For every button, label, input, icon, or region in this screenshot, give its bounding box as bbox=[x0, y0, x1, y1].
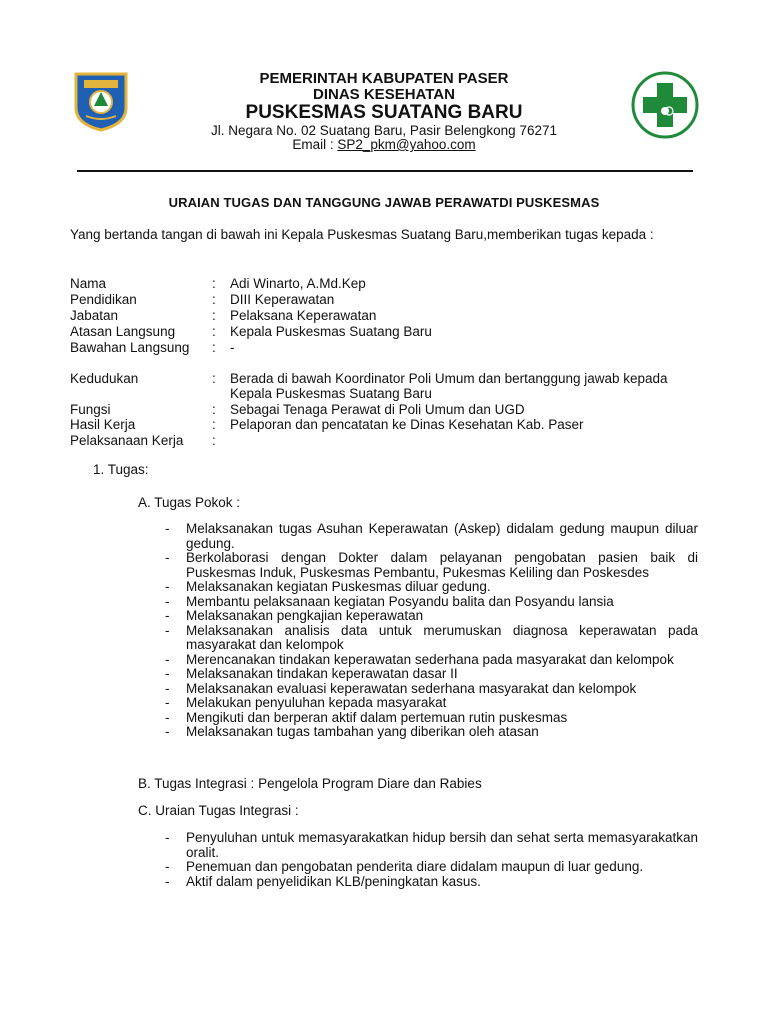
field-colon: : bbox=[212, 371, 216, 386]
bullet-dash: - bbox=[165, 680, 170, 696]
bullet-dash: - bbox=[165, 521, 170, 536]
letterhead-address: Jl. Negara No. 02 Suatang Baru, Pasir Belengkong 76271 bbox=[211, 123, 557, 138]
list-item bbox=[165, 682, 698, 697]
field-colon: : bbox=[212, 340, 216, 355]
field-colon: : bbox=[212, 417, 216, 432]
field-label: Pelaksanaan Kerja bbox=[70, 433, 184, 448]
list-item-text: Melaksanakan analisis data untuk merumuskan diagnosa keperawatan pada masyarakat dan kelompok bbox=[186, 622, 698, 652]
list-item bbox=[165, 609, 698, 624]
list-item-text: Membantu pelaksanaan kegiatan Posyandu balita dan Posyandu lansia bbox=[186, 593, 614, 609]
bullet-dash: - bbox=[165, 859, 170, 874]
list-item-text: Melaksanakan tugas Asuhan Keperawatan (Askep) didalam gedung maupun diluar gedung. bbox=[186, 521, 698, 551]
list-item bbox=[165, 667, 698, 682]
letterhead bbox=[0, 0, 768, 180]
section-b-heading: B. Tugas Integrasi : Pengelola Program Diare dan Rabies bbox=[138, 776, 482, 791]
field-value: Pelaksana Keperawatan bbox=[230, 308, 377, 323]
bullet-dash: - bbox=[165, 830, 170, 845]
list-item bbox=[165, 551, 698, 580]
list-item bbox=[165, 580, 698, 595]
list-item-text: Melaksanakan pengkajian keperawatan bbox=[186, 608, 424, 623]
email-label: Email : bbox=[292, 137, 338, 152]
field-value: Sebagai Tenaga Perawat di Poli Umum dan UGD bbox=[230, 402, 525, 417]
intro-paragraph: Yang bertanda tangan di bawah ini Kepala Puskesmas Suatang Baru,memberikan tugas kepada : bbox=[70, 227, 654, 242]
tasks-heading: 1. Tugas: bbox=[93, 462, 149, 477]
letterhead-email-line bbox=[150, 137, 618, 152]
list-item bbox=[165, 624, 698, 653]
bullet-dash: - bbox=[165, 709, 170, 725]
field-label: Pendidikan bbox=[70, 292, 137, 307]
bullet-dash: - bbox=[165, 550, 170, 565]
list-item-text: Penemuan dan pengobatan penderita diare didalam maupun di luar gedung. bbox=[186, 859, 644, 874]
field-colon: : bbox=[212, 308, 216, 323]
field-value: Pelaporan dan pencatatan ke Dinas Kesehatan Kab. Paser bbox=[230, 417, 584, 432]
list-item-text: Melaksanakan tindakan keperawatan dasar II bbox=[186, 666, 458, 681]
list-item-text: Melaksanakan evaluasi keperawatan sederhana masyarakat dan kelompok bbox=[186, 680, 637, 696]
list-item bbox=[165, 860, 698, 875]
puskesmas-cross-emblem-icon bbox=[631, 71, 699, 139]
bullet-dash: - bbox=[165, 608, 170, 623]
section-a-list bbox=[165, 522, 698, 740]
field-colon: : bbox=[212, 402, 216, 417]
bullet-dash: - bbox=[165, 651, 170, 667]
field-label: Atasan Langsung bbox=[70, 324, 176, 339]
list-item-text: Merencanakan tindakan keperawatan sederhana pada masyarakat dan kelompok bbox=[186, 651, 674, 667]
list-item-text: Aktif dalam penyelidikan KLB/peningkatan kasus. bbox=[186, 873, 481, 889]
list-item-text: Melakukan penyuluhan kepada masyarakat bbox=[186, 695, 447, 710]
list-item bbox=[165, 595, 698, 610]
section-a-heading: A. Tugas Pokok : bbox=[138, 495, 241, 510]
field-value: - bbox=[230, 340, 235, 355]
bullet-dash: - bbox=[165, 666, 170, 681]
list-item-text: Berkolaborasi dengan Dokter dalam pelayanan pengobatan pasien baik di Puskesmas Induk, Puskesmas Pembantu, Pukesmas Keliling dan Poskesdes bbox=[186, 550, 698, 580]
list-item bbox=[165, 653, 698, 668]
section-c-list bbox=[165, 831, 698, 889]
field-value: Adi Winarto, A.Md.Kep bbox=[230, 276, 366, 291]
list-item bbox=[165, 831, 698, 860]
field-value: Berada di bawah Koordinator Poli Umum dan bertanggung jawab kepada Kepala Puskesmas Suatang Baru bbox=[230, 371, 668, 401]
field-label: Nama bbox=[70, 276, 107, 291]
field-value: Kepala Puskesmas Suatang Baru bbox=[230, 324, 432, 339]
list-item bbox=[165, 711, 698, 726]
field-label: Hasil Kerja bbox=[70, 417, 136, 432]
field-label: Bawahan Langsung bbox=[70, 340, 190, 355]
bullet-dash: - bbox=[165, 622, 170, 638]
list-item bbox=[165, 725, 698, 740]
bullet-dash: - bbox=[165, 579, 170, 594]
bullet-dash: - bbox=[165, 873, 170, 889]
field-value: DIII Keperawatan bbox=[230, 292, 335, 307]
list-item-text: Melaksanakan tugas tambahan yang diberikan oleh atasan bbox=[186, 724, 539, 739]
list-item bbox=[165, 522, 698, 551]
letterhead-government-line: PEMERINTAH KABUPATEN PASER bbox=[259, 70, 509, 87]
list-item bbox=[165, 696, 698, 711]
bullet-dash: - bbox=[165, 593, 170, 609]
document-title: URAIAN TUGAS DAN TANGGUNG JAWAB PERAWATDI PUSKESMAS bbox=[168, 195, 600, 210]
field-label: Kedudukan bbox=[70, 371, 139, 386]
list-item-text: Penyuluhan untuk memasyarakatkan hidup bersih dan sehat serta memasyarakatkan oralit. bbox=[186, 830, 698, 860]
letterhead-divider bbox=[77, 170, 693, 172]
bullet-dash: - bbox=[165, 695, 170, 710]
field-colon: : bbox=[212, 276, 216, 291]
letterhead-institution-name: PUSKESMAS SUATANG BARU bbox=[245, 102, 523, 123]
field-colon: : bbox=[212, 292, 216, 307]
email-link[interactable]: SP2_pkm@yahoo.com bbox=[337, 137, 476, 152]
bullet-dash: - bbox=[165, 724, 170, 739]
list-item-text: Mengikuti dan berperan aktif dalam pertemuan rutin puskesmas bbox=[186, 709, 568, 725]
letterhead-department-line: DINAS KESEHATAN bbox=[313, 86, 455, 103]
field-colon: : bbox=[212, 433, 216, 448]
field-label: Fungsi bbox=[70, 402, 111, 417]
list-item bbox=[165, 875, 698, 890]
list-item-text: Melaksanakan kegiatan Puskesmas diluar gedung. bbox=[186, 579, 491, 594]
field-label: Jabatan bbox=[70, 308, 119, 323]
paser-regency-emblem-icon bbox=[72, 68, 130, 132]
field-colon: : bbox=[212, 324, 216, 339]
section-c-heading: C. Uraian Tugas Integrasi : bbox=[138, 803, 299, 818]
